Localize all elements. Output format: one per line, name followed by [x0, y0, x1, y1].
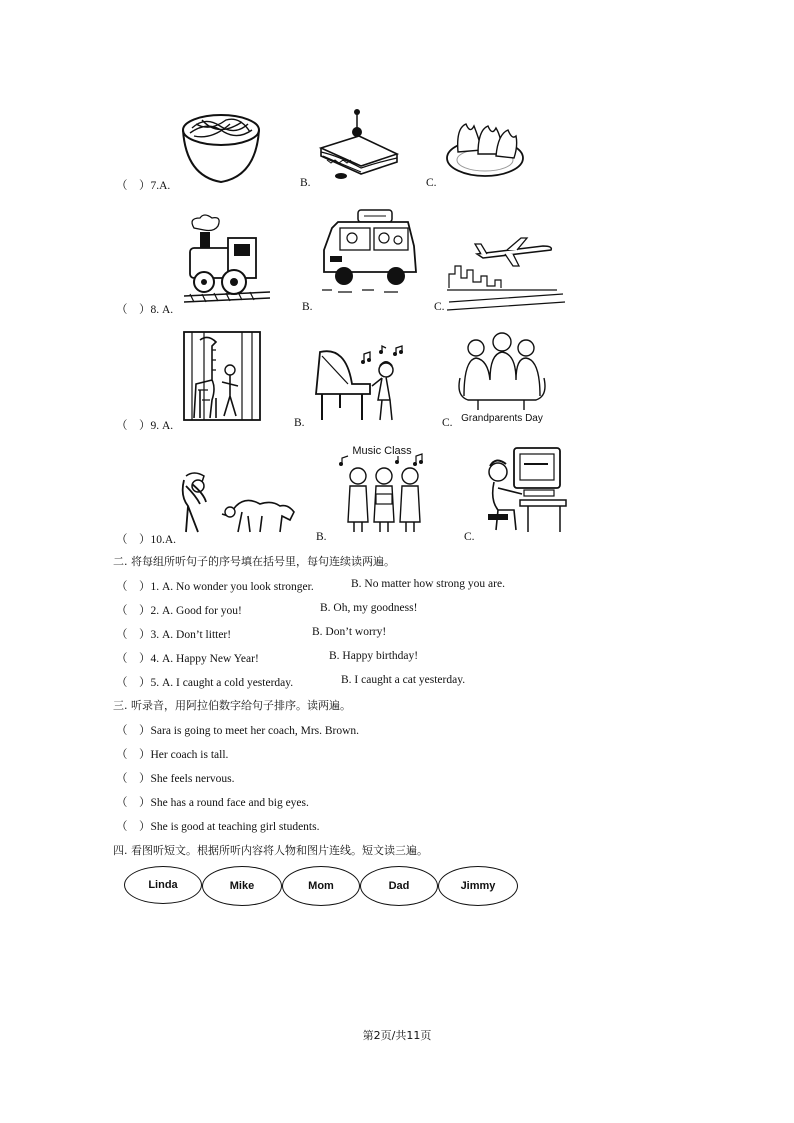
section2-heading: 二. 将每组所听句子的序号填在括号里，每句连续读两遍。	[113, 555, 395, 568]
section4-heading: 四. 看图听短文。根据所听内容将人物和图片连线。短文读三遍。	[113, 844, 428, 857]
grandparents-day-picture[interactable]	[454, 326, 550, 426]
man-with-dog-picture[interactable]	[176, 466, 298, 536]
sentence: She has a round face and big eyes.	[150, 797, 309, 809]
grandparents-day-caption: Grandparents Day	[461, 413, 543, 424]
girl-playing-piano-picture[interactable]	[312, 344, 408, 422]
answer-bracket[interactable]: （ ）	[116, 180, 151, 192]
option-a: 2. A. Good for you!	[150, 605, 242, 617]
answer-bracket[interactable]: （ ）	[116, 605, 151, 617]
option-b-label: B.	[316, 531, 327, 543]
section2-item-3	[116, 626, 231, 642]
section2-item-2	[116, 602, 242, 618]
answer-bracket[interactable]: （ ）	[116, 534, 151, 546]
sentence: She is good at teaching girl students.	[150, 821, 320, 833]
option-b-label: B.	[302, 301, 313, 313]
option-b-label: B.	[294, 417, 305, 429]
question-number: 8. A.	[150, 304, 174, 316]
option-b: B. I caught a cat yesterday.	[341, 674, 466, 686]
question-8	[116, 301, 173, 317]
option-b-label: B.	[300, 177, 311, 189]
section2-item-1	[116, 578, 314, 594]
answer-bracket[interactable]: （ ）	[116, 725, 151, 737]
answer-bracket[interactable]: （ ）	[116, 420, 151, 432]
name-oval-mike[interactable]: Mike	[202, 866, 282, 906]
noodles-bowl-picture[interactable]	[180, 110, 262, 186]
question-number: 9. A.	[150, 420, 174, 432]
answer-bracket[interactable]: （ ）	[116, 821, 151, 833]
answer-bracket[interactable]: （ ）	[116, 773, 151, 785]
option-c-label: C.	[442, 417, 453, 429]
option-a: 5. A. I caught a cold yesterday.	[150, 677, 294, 689]
dumplings-plate-picture[interactable]	[444, 114, 526, 180]
question-9	[116, 417, 173, 433]
answer-bracket[interactable]: （ ）	[116, 581, 151, 593]
option-a: 1. A. No wonder you look stronger.	[150, 581, 314, 593]
child-at-computer-picture[interactable]	[484, 444, 568, 536]
section2-item-4	[116, 650, 259, 666]
page-number-footer: 第2页/共11页	[362, 1029, 432, 1042]
sentence: She feels nervous.	[150, 773, 235, 785]
answer-bracket[interactable]: （ ）	[116, 749, 151, 761]
answer-bracket[interactable]: （ ）	[116, 629, 151, 641]
question-number: 10.A.	[150, 534, 177, 546]
music-class-caption: Music Class	[352, 445, 412, 457]
section2-item-5	[116, 674, 293, 690]
family-car-picture[interactable]	[318, 206, 420, 296]
answer-bracket[interactable]: （ ）	[116, 653, 151, 665]
name-oval-dad[interactable]: Dad	[360, 866, 438, 906]
option-b: B. Oh, my goodness!	[320, 602, 418, 614]
zoo-giraffe-picture[interactable]	[182, 330, 262, 422]
option-b: B. Don’t worry!	[312, 626, 387, 638]
option-a: 4. A. Happy New Year!	[150, 653, 259, 665]
question-number: 7.A.	[150, 180, 171, 192]
steam-train-picture[interactable]	[184, 214, 270, 304]
option-c-label: C.	[426, 177, 437, 189]
name-oval-mom[interactable]: Mom	[282, 866, 360, 906]
question-7	[116, 177, 170, 193]
option-b: B. Happy birthday!	[329, 650, 419, 662]
sandwich-picture[interactable]	[317, 108, 399, 182]
section3-heading: 三. 听录音，用阿拉伯数字给句子排序。读两遍。	[113, 699, 351, 712]
option-c-label: C.	[464, 531, 475, 543]
section3-item-2	[116, 746, 228, 762]
answer-bracket[interactable]: （ ）	[116, 304, 151, 316]
section3-item-1	[116, 722, 359, 738]
section3-item-3	[116, 770, 235, 786]
section3-item-5	[116, 818, 319, 834]
music-class-picture[interactable]	[338, 442, 430, 534]
answer-bracket[interactable]: （ ）	[116, 797, 151, 809]
name-oval-jimmy[interactable]: Jimmy	[438, 866, 518, 906]
option-c-label: C.	[434, 301, 445, 313]
name-oval-linda[interactable]: Linda	[124, 866, 202, 904]
airplane-picture[interactable]	[447, 236, 567, 312]
answer-bracket[interactable]: （ ）	[116, 677, 151, 689]
option-a: 3. A. Don’t litter!	[150, 629, 232, 641]
sentence: Her coach is tall.	[150, 749, 229, 761]
option-b: B. No matter how strong you are.	[351, 578, 505, 590]
sentence: Sara is going to meet her coach, Mrs. Brown.	[150, 725, 360, 737]
question-10	[116, 531, 176, 547]
section3-item-4	[116, 794, 309, 810]
